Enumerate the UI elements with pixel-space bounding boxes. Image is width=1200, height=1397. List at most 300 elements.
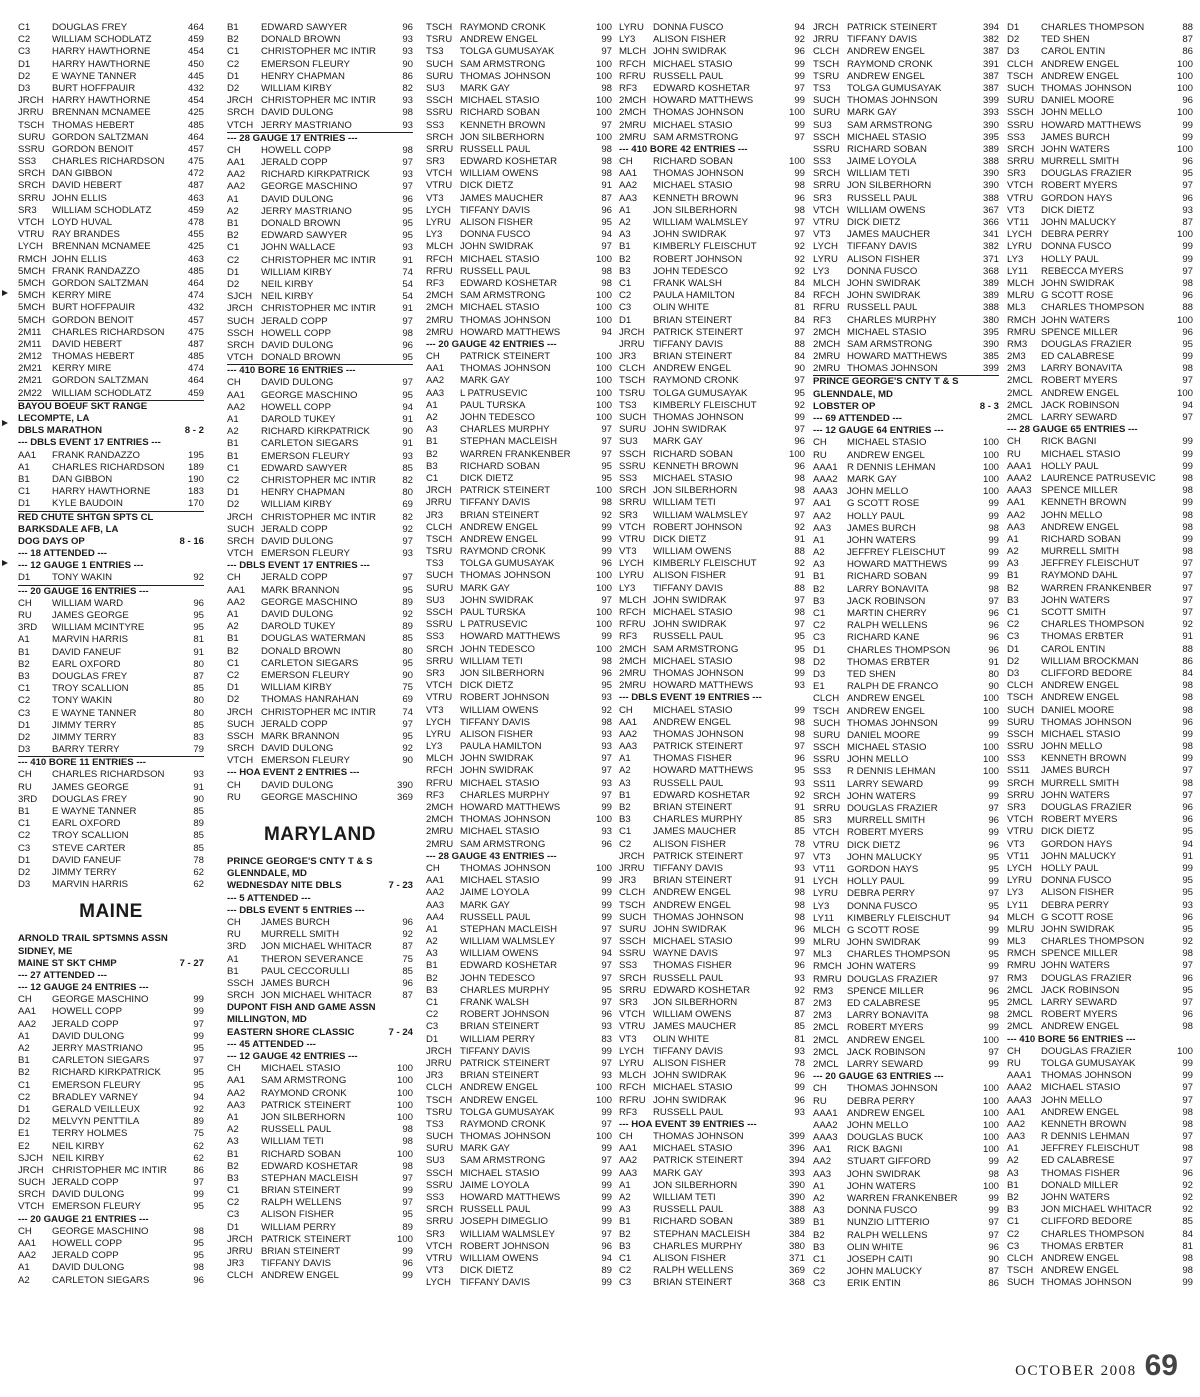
shooter-name: THOMAS JOHNSON <box>847 1083 938 1095</box>
result-row <box>426 485 612 497</box>
score: 100 <box>396 1148 413 1160</box>
class-code: VT3 <box>426 1265 444 1277</box>
class-code: A3 <box>619 1204 631 1216</box>
class-code: SRCH <box>18 1189 46 1201</box>
score: 97 <box>601 594 612 606</box>
shooter-name: DANIEL MOORE <box>1041 704 1115 716</box>
score: 100 <box>982 486 999 498</box>
score: 100 <box>788 156 805 168</box>
score: 95 <box>193 622 204 634</box>
result-row <box>619 851 805 863</box>
class-code: VTCH <box>426 168 453 180</box>
section-heading <box>18 1214 204 1226</box>
score: 389 <box>982 143 999 155</box>
result-row <box>1007 266 1193 278</box>
result-row <box>426 887 612 899</box>
shooter-name: MURRELL SMITH <box>1041 777 1120 789</box>
shooter-name: CHRISTOPHER MC INTIR <box>261 303 376 315</box>
score: 96 <box>988 815 999 827</box>
class-code: JRRU <box>426 497 452 509</box>
shooter-name: PAUL TURSKA <box>460 399 526 411</box>
result-row <box>426 875 612 887</box>
result-row <box>619 644 805 656</box>
class-code: AA1 <box>227 1075 246 1087</box>
result-row <box>1007 120 1193 132</box>
result-row <box>813 718 999 730</box>
class-code: TSCH <box>426 533 453 545</box>
shooter-name: JAIME LOYOLA <box>847 156 917 168</box>
class-code: 3RD <box>18 793 38 805</box>
class-code: JR3 <box>619 351 637 363</box>
score: 475 <box>187 156 204 168</box>
score: 93 <box>794 862 805 874</box>
shooter-name: THOMAS FISHER <box>653 960 732 972</box>
class-code: VT3 <box>619 546 637 558</box>
class-code: SURU <box>1007 716 1035 728</box>
shooter-name: ANDREW ENGEL <box>847 1034 925 1046</box>
shooter-name: WILLIAM MCINTYRE <box>52 622 145 634</box>
shooter-name: KERRY MIRE <box>52 363 112 375</box>
result-row <box>813 949 999 961</box>
result-row <box>813 961 999 973</box>
score: 97 <box>1182 1131 1193 1143</box>
class-code: B1 <box>227 218 239 229</box>
score: 96 <box>794 1094 805 1106</box>
score: 98 <box>1182 277 1193 289</box>
shooter-name: L PATRUSEVIC <box>460 387 528 399</box>
shooter-name: MARK BRANNON <box>261 730 340 742</box>
class-code: AA1 <box>1007 497 1026 509</box>
result-row <box>813 730 999 742</box>
shooter-name: TIFFANY DAVIS <box>460 1045 531 1057</box>
score: 54 <box>402 291 413 303</box>
result-row <box>227 755 413 767</box>
shooter-name: MARVIN HARRIS <box>52 634 129 646</box>
score: 98 <box>794 728 805 740</box>
shooter-name: ED CALABRESE <box>1041 351 1115 363</box>
score: 89 <box>402 1221 413 1233</box>
shooter-name: DICK DIETZ <box>460 680 514 692</box>
shooter-name: ALISON FISHER <box>460 728 534 740</box>
class-code: VT3 <box>426 704 444 716</box>
score: 87 <box>1182 217 1193 228</box>
shooter-name: KENNETH BROWN <box>1041 497 1127 509</box>
score: 92 <box>794 789 805 801</box>
score: 93 <box>402 34 413 46</box>
shooter-name: JOHN WATERS <box>1041 789 1110 801</box>
class-code: AA2 <box>18 1018 37 1030</box>
result-row <box>813 779 999 791</box>
class-code: AA3 <box>619 1167 638 1179</box>
score: 189 <box>187 461 204 473</box>
class-code: TSCH <box>1007 1265 1034 1277</box>
result-row <box>18 1250 204 1262</box>
score: 183 <box>187 486 204 498</box>
score: 100 <box>1176 229 1193 241</box>
score: 97 <box>601 753 612 765</box>
shooter-name: MICHAEL STASIO <box>653 607 733 618</box>
class-code: VTRU <box>619 533 646 545</box>
class-code: C2 <box>227 254 240 266</box>
class-code: AA3 <box>426 899 445 911</box>
shooter-name: JAMES MAUCHER <box>653 1021 737 1033</box>
shooter-name: RALPH WELLENS <box>261 1197 342 1209</box>
result-row <box>619 71 805 83</box>
section-heading <box>227 868 413 880</box>
result-row <box>813 1083 999 1095</box>
shooter-name: DOUGLAS FRAZIER <box>1041 338 1132 350</box>
score: 99 <box>988 1205 999 1217</box>
class-code: SSCH <box>813 742 840 754</box>
class-code: RU <box>1007 448 1021 460</box>
result-row <box>18 1177 204 1189</box>
result-row <box>426 863 612 875</box>
result-row <box>426 1131 612 1143</box>
shooter-name: ANDREW ENGEL <box>847 449 925 461</box>
class-code: AA2 <box>227 596 246 608</box>
shooter-name: THOMAS HANRAHAN <box>261 694 359 706</box>
class-code: D1 <box>227 487 240 499</box>
score: 99 <box>988 559 999 571</box>
shooter-name: RALPH WELLENS <box>847 620 928 632</box>
shooter-name: CHARLES MURPHY <box>653 814 743 826</box>
result-row <box>619 193 805 205</box>
score: 74 <box>402 706 413 718</box>
result-row <box>619 1277 805 1289</box>
score: 96 <box>402 916 413 928</box>
score: 389 <box>788 1216 805 1228</box>
result-row <box>426 570 612 582</box>
class-code: B1 <box>227 965 239 977</box>
class-code: 2M21 <box>18 375 42 387</box>
score: 93 <box>402 242 413 254</box>
score: 95 <box>794 631 805 643</box>
score: 100 <box>595 95 612 107</box>
class-code: RFCH <box>426 765 453 777</box>
score: 91 <box>794 570 805 582</box>
class-code: 2MCL <box>1007 412 1033 423</box>
score: 99 <box>1182 241 1193 253</box>
shooter-name: ALISON FISHER <box>261 1209 335 1221</box>
score: 100 <box>595 1094 612 1106</box>
result-row <box>18 302 204 314</box>
result-row <box>813 901 999 913</box>
class-code: SS3 <box>18 156 37 168</box>
result-row <box>813 144 999 156</box>
score: 100 <box>595 290 612 302</box>
shooter-name: DAVID DULONG <box>261 107 334 119</box>
shooter-name: MARK GAY <box>847 107 897 119</box>
shooter-name: JIMMY TERRY <box>52 731 117 743</box>
score: 96 <box>794 460 805 472</box>
score: 85 <box>193 719 204 731</box>
result-row <box>227 572 413 584</box>
result-row <box>426 790 612 802</box>
shooter-name: CHRISTOPHER MC INTIR <box>261 46 376 58</box>
score: 97 <box>1182 960 1193 972</box>
result-row <box>813 217 999 229</box>
shooter-name: TED SHEN <box>847 668 896 680</box>
result-row <box>426 46 612 58</box>
shooter-name: JAMES GEORGE <box>52 610 129 621</box>
shooter-name: STEPHAN MACLEISH <box>653 1228 751 1240</box>
result-row <box>619 802 805 814</box>
score: 97 <box>601 1228 612 1240</box>
result-row <box>426 1204 612 1216</box>
results-column <box>619 22 805 1290</box>
score: 85 <box>794 1021 805 1033</box>
class-code: CH <box>227 572 241 584</box>
shooter-name: CHRISTOPHER MC INTIR <box>261 474 376 486</box>
class-code: SRRU <box>813 180 841 192</box>
heading-text: --- DBLS EVENT 17 ENTRIES --- <box>18 437 161 449</box>
shooter-name: THOMAS JOHNSON <box>460 70 551 82</box>
score: 97 <box>988 888 999 900</box>
event-date: 8 - 3 <box>979 400 999 412</box>
score: 100 <box>595 862 612 874</box>
shooter-name: ANDREW ENGEL <box>1041 70 1119 82</box>
class-code: SRCH <box>1007 777 1035 789</box>
heading-text: --- 20 GAUGE 42 ENTRIES --- <box>426 338 557 350</box>
score: 99 <box>193 994 204 1006</box>
class-code: MLCH <box>426 753 454 765</box>
result-row <box>619 948 805 960</box>
result-row <box>813 596 999 608</box>
class-code: VT3 <box>1007 204 1025 216</box>
result-row <box>18 254 204 266</box>
result-row <box>426 95 612 107</box>
heading-text: --- 28 GAUGE 17 ENTRIES --- <box>227 132 358 144</box>
section-heading <box>227 133 413 145</box>
class-code: D1 <box>227 266 240 278</box>
class-code: AAA1 <box>1007 1070 1032 1082</box>
shooter-name: ANDREW ENGEL <box>460 1082 538 1094</box>
score: 99 <box>1182 253 1193 265</box>
score: 100 <box>595 1131 612 1143</box>
result-row <box>619 570 805 582</box>
result-row <box>1007 741 1193 753</box>
shooter-name: TOLGA GUMUSAYAK <box>460 558 555 570</box>
shooter-name: PATRICK STEINERT <box>653 326 744 338</box>
result-row <box>18 229 204 241</box>
shooter-name: THOMAS HEBERT <box>52 351 135 363</box>
shooter-name: WILLIAM TETI <box>261 1136 324 1148</box>
class-code: JRCH <box>227 303 253 315</box>
class-code: C2 <box>227 58 240 70</box>
score: 98 <box>402 1124 413 1136</box>
score: 95 <box>601 680 612 692</box>
class-code: SR3 <box>813 815 832 827</box>
score: 98 <box>601 168 612 180</box>
class-code: 2MRU <box>619 667 647 679</box>
class-code: C1 <box>813 608 826 619</box>
class-code: LYCH <box>1007 862 1032 874</box>
result-row <box>1007 546 1193 558</box>
class-code: TSCH <box>1007 70 1034 82</box>
section-heading <box>18 437 204 449</box>
class-code: B3 <box>426 984 438 996</box>
class-code: VT3 <box>426 192 444 204</box>
result-row <box>813 864 999 876</box>
class-code: ML3 <box>1007 302 1026 314</box>
class-code: SRRU <box>619 984 647 996</box>
result-row <box>619 510 805 522</box>
shooter-name: RICK BAGNI <box>847 1144 903 1156</box>
state-title: MARYLAND <box>263 824 376 845</box>
score: 85 <box>1182 1216 1193 1228</box>
result-row <box>619 436 805 448</box>
shooter-name: MARK BRANNON <box>261 584 340 596</box>
result-row <box>1007 107 1193 119</box>
class-code: A2 <box>619 217 631 228</box>
shooter-name: RICHARD SOBAN <box>653 448 733 460</box>
shooter-name: DAVID FANEUF <box>52 646 122 658</box>
result-row <box>813 1169 999 1181</box>
shooter-name: MICHAEL STASIO <box>653 119 733 131</box>
result-row <box>18 498 204 511</box>
result-row <box>813 498 999 510</box>
shooter-name: HOLLY PAUL <box>847 876 905 888</box>
class-code: CH <box>18 1225 32 1237</box>
score: 382 <box>982 34 999 46</box>
class-code: A3 <box>619 777 631 789</box>
class-code: SSCH <box>619 936 646 948</box>
class-code: A1 <box>227 953 239 965</box>
score: 89 <box>402 596 413 608</box>
shooter-name: TIFFANY DAVIS <box>653 338 724 350</box>
result-row <box>426 960 612 972</box>
result-row <box>426 680 612 692</box>
shooter-name: CLIFFORD BEDORE <box>1041 667 1133 679</box>
shooter-name: MICHAEL STASIO <box>460 777 540 789</box>
result-row <box>813 827 999 839</box>
section-heading <box>18 548 204 560</box>
result-row <box>813 254 999 266</box>
shooter-name: DOUGLAS FREY <box>52 670 128 682</box>
class-code: SSCH <box>813 131 840 143</box>
score: 97 <box>1182 789 1193 801</box>
class-code: AA2 <box>619 728 638 740</box>
class-code: SSRU <box>426 619 453 631</box>
class-code: MLCH <box>426 241 454 253</box>
class-code: A1 <box>227 1111 239 1123</box>
score: 75 <box>193 1128 204 1140</box>
result-row <box>227 499 413 511</box>
shooter-name: JOHN MELLO <box>1041 1094 1103 1106</box>
shooter-name: GEORGE MASCHINO <box>261 596 358 608</box>
score: 78 <box>794 1057 805 1069</box>
section-heading <box>18 413 204 425</box>
score: 100 <box>595 58 612 70</box>
result-row <box>18 659 204 671</box>
score: 487 <box>187 180 204 192</box>
result-row <box>18 867 204 879</box>
section-heading <box>18 933 204 945</box>
result-row <box>227 46 413 58</box>
class-code: SS3 <box>813 156 832 168</box>
score: 99 <box>988 876 999 888</box>
result-row <box>227 646 413 658</box>
shooter-name: JAMES BURCH <box>261 916 330 928</box>
result-row <box>227 743 413 755</box>
class-code: VTCH <box>18 217 45 228</box>
shooter-name: JIMMY TERRY <box>52 866 117 878</box>
shooter-name: RICHARD KIRKPATRICK <box>261 426 370 438</box>
heading-text: --- 410 BORE 11 ENTRIES --- <box>18 757 146 769</box>
shooter-name: WILLIAM OWENS <box>653 546 732 558</box>
class-code: A3 <box>426 948 438 960</box>
result-row <box>426 132 612 144</box>
score: 91 <box>601 180 612 192</box>
shooter-name: DAVID DULONG <box>261 779 334 791</box>
score: 81 <box>794 302 805 314</box>
result-row <box>813 120 999 132</box>
score: 80 <box>402 487 413 499</box>
result-row <box>1007 692 1193 704</box>
score: 95 <box>1182 168 1193 180</box>
result-row <box>813 278 999 290</box>
result-row <box>1007 1046 1193 1058</box>
shooter-name: CHARLES THOMPSON <box>1041 22 1145 33</box>
score: 100 <box>982 461 999 473</box>
section-heading <box>18 958 204 970</box>
score: 98 <box>601 497 612 509</box>
result-row <box>426 302 612 314</box>
shooter-name: KIMBERLY FLEISCHUT <box>653 241 757 253</box>
class-code: JRCH <box>227 511 253 523</box>
shooter-name: MICHAEL STASIO <box>653 1082 733 1094</box>
shooter-name: JOHN SWIDRAK <box>653 424 727 436</box>
section-heading <box>18 512 204 524</box>
shooter-name: TIFFANY DAVIS <box>653 1045 724 1057</box>
score: 62 <box>193 866 204 878</box>
shooter-name: ANDREW ENGEL <box>1041 1021 1119 1033</box>
score: 95 <box>988 900 999 912</box>
shooter-name: ANDREW ENGEL <box>1041 521 1119 533</box>
shooter-name: EDWARD KOSHETAR <box>653 789 751 801</box>
shooter-name: HOWELL COPP <box>52 1238 123 1249</box>
shooter-name: ANDREW ENGEL <box>1041 1265 1119 1277</box>
result-row <box>426 826 612 838</box>
shooter-name: CHARLES MURPHY <box>460 424 550 436</box>
class-code: MLRU <box>1007 923 1035 935</box>
shooter-name: THOMAS HEBERT <box>52 119 135 131</box>
class-code: ML3 <box>1007 936 1026 948</box>
shooter-name: WILLIAM OWENS <box>653 1009 732 1021</box>
score: 100 <box>1176 107 1193 119</box>
class-code: TSRU <box>426 1106 453 1118</box>
result-row <box>227 1173 413 1185</box>
result-row <box>426 973 612 985</box>
score: 92 <box>193 1103 204 1115</box>
score: 371 <box>982 253 999 265</box>
score: 92 <box>794 241 805 253</box>
class-code: LY11 <box>1007 265 1028 277</box>
class-code: D1 <box>619 314 632 326</box>
shooter-name: RICHARD SOBAN <box>1041 533 1121 545</box>
shooter-name: WILLIAM OWENS <box>460 704 539 716</box>
score: 97 <box>794 131 805 143</box>
result-row <box>619 997 805 1009</box>
result-row <box>813 1120 999 1132</box>
score: 80 <box>193 658 204 670</box>
class-code: AA1 <box>227 389 246 401</box>
shooter-name: MURRELL SMITH <box>1041 156 1120 168</box>
result-row <box>227 941 413 953</box>
result-row <box>426 375 612 387</box>
score: 100 <box>982 1095 999 1107</box>
class-code: JRCH <box>227 95 253 107</box>
